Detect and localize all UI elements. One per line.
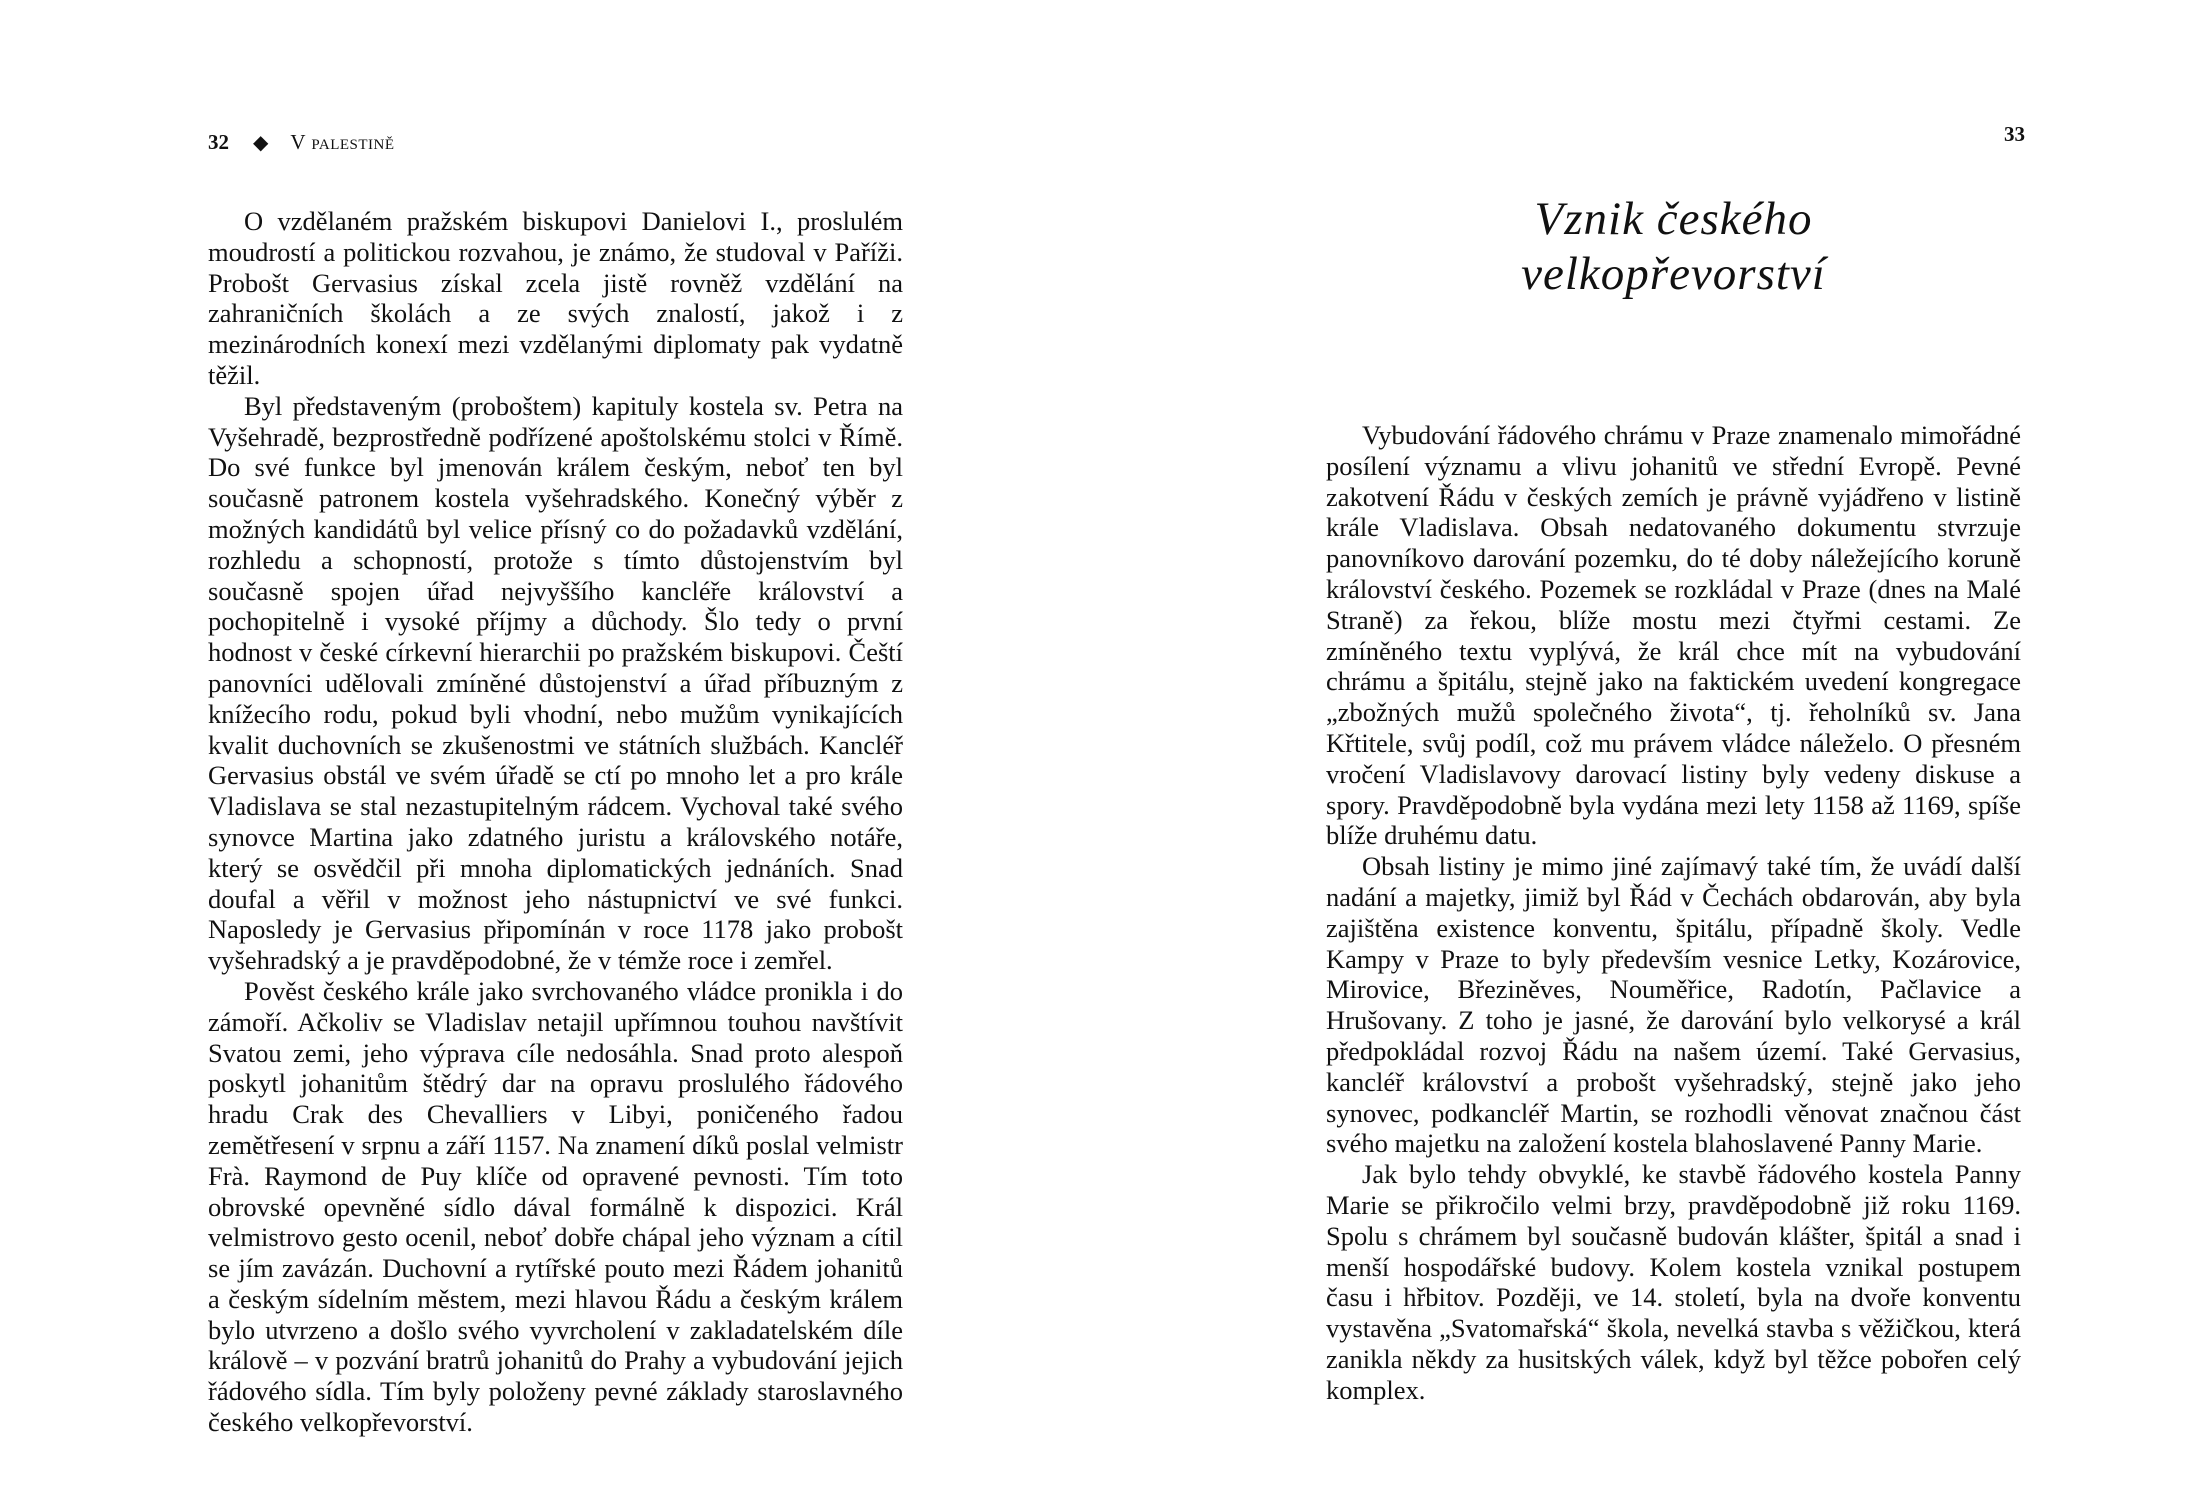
paragraph: Byl představeným (proboštem) kapituly kostela sv. Petra na Vyšehradě, bezprostředně podřízené apoštolskému stolci v Římě. Do své funkce byl jmenován králem českým, neboť ten byl současně patronem kostela vyšehradského. Konečný výběr z možných kandidátů byl velice přísný co do požadavků vzdělání, rozhledu a schopností, protože s tímto důstojenstvím byl současně spojen úřad nejvyššího kancléře království a pochopitelně i vysoké příjmy a důchody. Šlo tedy o první hodnost v české církevní hierarchii po pražském biskupovi. Čeští panovníci udělovali zmíněné důstojenství a úřad příbuzným z knížecího rodu, pokud byli vhodní, nebo mužům vynikajících kvalit duchovních se zkušenostmi ve státních službách. Kancléř Gervasius obstál ve svém úřadě se ctí po mnoho let a pro krále Vladislava se stal nezastupitelným rádcem. Vychoval také svého synovce Martina jako zdatného juristu a královského notáře, který se osvědčil při mnoha diplomatických jednáních. Snad doufal a věřil v možnost jeho nástupnictví ve své funkci. Naposledy je Gervasius připomínán v roce 1178 jako probošt vyšehradský a je pravděpodobné, že v témže roce i zemřel. bbox=[208, 390, 903, 976]
page-number: 33 bbox=[2004, 122, 2025, 146]
running-head bbox=[208, 130, 395, 155]
chapter-title bbox=[1326, 192, 2021, 302]
right-page bbox=[1105, 0, 2210, 1500]
paragraph: Pověst českého krále jako svrchovaného vládce pronikla i do zámoří. Ačkoliv se Vladislav netajil upřímnou touhou navštívit Svatou zemi, jeho výprava cíle nedosáhla. Snad proto alespoň poskytl johanitům štědrý dar na opravu proslulého řádového hradu Crak des Chevalliers v Libyi, poničeného řadou zemětřesení v srpnu a září 1157. Na znamení díků poslal velmistr Frà. Raymond de Puy klíče od opravené pevnosti. Tím toto obrovské opevněné sídlo dával formálně k dispozici. Král velmistrovo gesto ocenil, neboť dobře chápal jeho význam a cítil se jím zavázán. Duchovní a rytířské pouto mezi Řádem johanitů a českým sídelním městem, mezi hlavou Řádu a českým králem bylo utvrzeno a došlo svého vyvrcholení v zakladatelském díle králově – v pozvání bratrů johanitů do Prahy a vybudování jejich řádového sídla. Tím byly položeny pevné základy staroslavného českého velkopřevorství. bbox=[208, 975, 903, 1438]
body-text bbox=[208, 206, 903, 1438]
section-title: V palestině bbox=[290, 130, 395, 154]
paragraph: O vzdělaném pražském biskupovi Danielovi I., proslulém moudrostí a politickou rozvahou, je známo, že studoval v Paříži. Probošt Gervasius získal zcela jistě rovněž vzdělání na zahraničních školách a ze svých znalostí, jakož i z mezinárodních konexí mezi vzdělanými diplomaty pak vydatně těžil. bbox=[208, 206, 903, 390]
body-text bbox=[1326, 420, 2021, 1406]
diamond-separator-icon: ◆ bbox=[253, 132, 269, 154]
paragraph: Obsah listiny je mimo jiné zajímavý také tím, že uvádí další nadání a majetky, jimiž byl Řád v Čechách obdarován, aby byla zajištěna existence konventu, špitálu, případně školy. Vedle Kampy v Praze to byly především vesnice Letky, Kozárovice, Mirovice, Březiněves, Nouměřice, Radotín, Pačlavice a Hrušovany. Z toho je jasné, že darování bylo velkorysé a král předpokládal rozvoj Řádu na našem území. Také Gervasius, kancléř království a probošt vyšehradský, stejně jako jeho synovec, podkancléř Martin, se rozhodli věnovat značnou část svého majetku na založení kostela blahoslavené Panny Marie. bbox=[1326, 851, 2021, 1159]
chapter-title-line: Vznik českého bbox=[1534, 193, 1813, 245]
paragraph: Jak bylo tehdy obvyklé, ke stavbě řádového kostela Panny Marie se přikročilo velmi brzy, pravděpodobně již roku 1169. Spolu s chrámem byl současně budován klášter, špitál a snad i menší hospodářské budovy. Kolem kostela vznikal postupem času i hřbitov. Později, ve 14. století, byla na dvoře konventu vystavěna „Svatomařská“ škola, nevelká stavba s věžičkou, která zanikla někdy za husitských válek, když byl těžce pobořen celý komplex. bbox=[1326, 1159, 2021, 1405]
chapter-title-line: velkopřevorství bbox=[1521, 248, 1826, 300]
page-number: 32 bbox=[208, 130, 229, 154]
paragraph: Vybudování řádového chrámu v Praze znamenalo mimořádné posílení významu a vlivu johanitů ve střední Evropě. Pevné zakotvení Řádu v českých zemích je právně vyjádřeno v listině krále Vladislava. Obsah nedatovaného dokumentu stvrzuje panovníkovo darování pozemku, do té doby náležejícího koruně království českého. Pozemek se rozkládal v Praze (dnes na Malé Straně) za řekou, blíže mostu mezi čtyřmi cestami. Ze zmíněného textu vyplývá, že král chce mít na vybudování chrámu a špitálu, stejně jako na faktickém uvedení kongregace „zbožných mužů společného života“, tj. řeholníků sv. Jana Křtitele, svůj podíl, což mu právem vládce náleželo. O přesném vročení Vladislavovy darovací listiny byly vedeny diskuse a spory. Pravděpodobně byla vydána mezi lety 1158 až 1169, spíše blíže druhému datu. bbox=[1326, 420, 2021, 851]
